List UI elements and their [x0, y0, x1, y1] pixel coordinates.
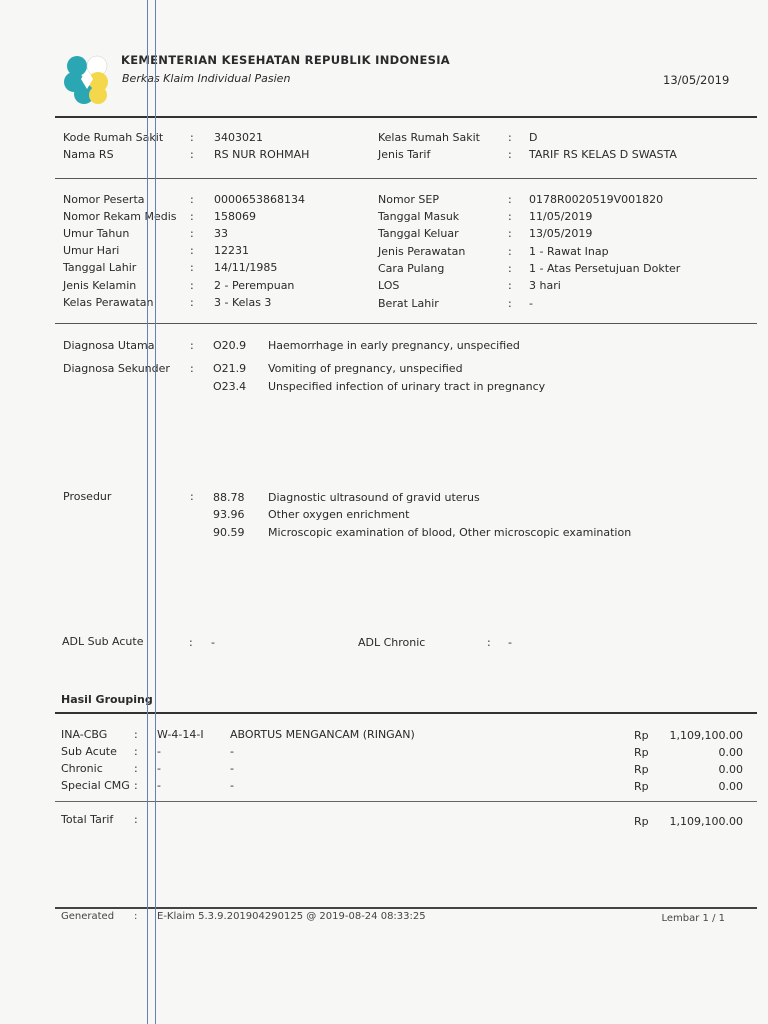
colon: :: [190, 490, 194, 503]
grouping-row-label: Special CMG: [61, 779, 130, 792]
document-subtitle: Berkas Klaim Individual Pasien: [122, 72, 291, 85]
colon: :: [190, 227, 194, 240]
section-divider: [55, 178, 757, 179]
patient-right-value: 0178R0020519V001820: [529, 193, 664, 206]
colon: :: [134, 813, 138, 826]
grouping-divider: [55, 712, 757, 714]
colon: :: [134, 911, 138, 922]
patient-right-value: 1 - Rawat Inap: [529, 245, 609, 258]
patient-right-label: Tanggal Keluar: [378, 227, 459, 240]
colon: :: [189, 636, 193, 649]
grouping-row-amount: 0.00: [718, 763, 743, 776]
colon: :: [190, 131, 194, 144]
prosedur-code: 93.96: [213, 508, 245, 521]
patient-left-value: 158069: [214, 210, 256, 223]
patient-left-label: Umur Hari: [63, 244, 120, 257]
patient-left-label: Nomor Rekam Medis: [63, 210, 177, 223]
patient-left-value: 33: [214, 227, 228, 240]
patient-right-value: 3 hari: [529, 279, 561, 292]
colon: :: [190, 339, 194, 352]
patient-left-value: 12231: [214, 244, 249, 257]
grouping-row-code: -: [157, 745, 161, 758]
grouping-row-desc: ABORTUS MENGANCAM (RINGAN): [230, 728, 415, 741]
section-divider: [55, 323, 757, 324]
colon: :: [508, 279, 512, 292]
total-tarif-currency: Rp: [634, 815, 649, 828]
jenis-tarif-value: TARIF RS KELAS D SWASTA: [529, 148, 677, 161]
patient-right-value: 11/05/2019: [529, 210, 593, 223]
patient-right-label: Tanggal Masuk: [378, 210, 460, 223]
generated-value: E-Klaim 5.3.9.201904290125 @ 2019-08-24 08:33:25: [157, 911, 426, 922]
diagnosa-desc: Unspecified infection of urinary tract in pregnancy: [268, 380, 546, 393]
grouping-row-amount: 1,109,100.00: [669, 729, 743, 742]
colon: :: [190, 193, 194, 206]
total-divider: [55, 801, 757, 802]
header-divider: [55, 116, 757, 118]
total-tarif-amount: 1,109,100.00: [669, 815, 743, 828]
adl-chronic-label: ADL Chronic: [358, 636, 426, 649]
grouping-row-desc: -: [230, 745, 234, 758]
patient-left-label: Jenis Kelamin: [63, 279, 137, 292]
patient-left-label: Tanggal Lahir: [63, 261, 137, 274]
colon: :: [134, 745, 138, 758]
adl-chronic-value: -: [508, 636, 512, 649]
total-tarif-label: Total Tarif: [61, 813, 114, 826]
kode-rs-value: 3403021: [214, 131, 263, 144]
scan-line: [155, 0, 156, 1024]
patient-left-label: Nomor Peserta: [63, 193, 145, 206]
colon: :: [134, 762, 138, 775]
prosedur-desc: Diagnostic ultrasound of gravid uterus: [268, 491, 480, 504]
patient-left-value: 3 - Kelas 3: [214, 296, 272, 309]
prosedur-desc: Microscopic examination of blood, Other microscopic examination: [268, 526, 632, 539]
colon: :: [190, 244, 194, 257]
grouping-row-amount: 0.00: [718, 780, 743, 793]
colon: :: [134, 779, 138, 792]
diagnosa-desc: Haemorrhage in early pregnancy, unspecified: [268, 339, 520, 352]
colon: :: [508, 210, 512, 223]
colon: :: [190, 296, 194, 309]
nama-rs-label: Nama RS: [63, 148, 114, 161]
patient-right-label: Berat Lahir: [378, 297, 439, 310]
patient-right-value: -: [529, 297, 533, 310]
patient-right-label: Cara Pulang: [378, 262, 445, 275]
colon: :: [190, 362, 194, 375]
colon: :: [190, 148, 194, 161]
prosedur-code: 88.78: [213, 491, 245, 504]
grouping-row-label: Chronic: [61, 762, 103, 775]
kelas-rs-value: D: [529, 131, 538, 144]
colon: :: [487, 636, 491, 649]
grouping-row-currency: Rp: [634, 729, 649, 742]
patient-right-value: 1 - Atas Persetujuan Dokter: [529, 262, 681, 275]
prosedur-desc: Other oxygen enrichment: [268, 508, 410, 521]
colon: :: [508, 297, 512, 310]
adl-sub-acute-value: -: [211, 636, 215, 649]
ministry-logo-icon: [60, 52, 114, 106]
adl-sub-acute-label: ADL Sub Acute: [62, 635, 144, 648]
colon: :: [190, 210, 194, 223]
prosedur-label: Prosedur: [63, 490, 112, 503]
grouping-row-code: -: [157, 779, 161, 792]
patient-right-label: Nomor SEP: [378, 193, 439, 206]
grouping-row-label: Sub Acute: [61, 745, 117, 758]
colon: :: [508, 262, 512, 275]
diagnosa-sekunder-label: Diagnosa Sekunder: [63, 362, 170, 375]
diagnosa-desc: Vomiting of pregnancy, unspecified: [268, 362, 463, 375]
grouping-row-currency: Rp: [634, 763, 649, 776]
generated-label: Generated: [61, 911, 115, 922]
colon: :: [508, 148, 512, 161]
footer-divider: [55, 907, 757, 909]
patient-left-value: 2 - Perempuan: [214, 279, 295, 292]
colon: :: [508, 245, 512, 258]
diagnosa-utama-label: Diagnosa Utama: [63, 339, 155, 352]
grouping-row-amount: 0.00: [718, 746, 743, 759]
diagnosa-code: O23.4: [213, 380, 247, 393]
document-date: 13/05/2019: [663, 73, 730, 87]
grouping-row-label: INA-CBG: [61, 728, 108, 741]
kode-rs-label: Kode Rumah Sakit: [63, 131, 164, 144]
page-number: Lembar 1 / 1: [661, 913, 725, 924]
grouping-row-desc: -: [230, 762, 234, 775]
grouping-row-code: W-4-14-I: [157, 728, 204, 741]
grouping-row-code: -: [157, 762, 161, 775]
diagnosa-code: O20.9: [213, 339, 247, 352]
jenis-tarif-label: Jenis Tarif: [378, 148, 431, 161]
patient-left-label: Kelas Perawatan: [63, 296, 154, 309]
colon: :: [508, 131, 512, 144]
patient-left-value: 14/11/1985: [214, 261, 278, 274]
colon: :: [508, 227, 512, 240]
nama-rs-value: RS NUR ROHMAH: [214, 148, 310, 161]
grouping-title: Hasil Grouping: [61, 693, 153, 706]
patient-left-value: 0000653868134: [214, 193, 305, 206]
grouping-row-desc: -: [230, 779, 234, 792]
scan-line: [147, 0, 148, 1024]
ministry-title: KEMENTERIAN KESEHATAN REPUBLIK INDONESIA: [121, 53, 451, 67]
prosedur-code: 90.59: [213, 526, 245, 539]
colon: :: [134, 728, 138, 741]
colon: :: [190, 261, 194, 274]
grouping-row-currency: Rp: [634, 780, 649, 793]
patient-right-label: LOS: [378, 279, 400, 292]
patient-right-label: Jenis Perawatan: [378, 245, 466, 258]
colon: :: [508, 193, 512, 206]
patient-right-value: 13/05/2019: [529, 227, 593, 240]
kelas-rs-label: Kelas Rumah Sakit: [378, 131, 480, 144]
colon: :: [190, 279, 194, 292]
grouping-row-currency: Rp: [634, 746, 649, 759]
patient-left-label: Umur Tahun: [63, 227, 130, 240]
diagnosa-code: O21.9: [213, 362, 247, 375]
